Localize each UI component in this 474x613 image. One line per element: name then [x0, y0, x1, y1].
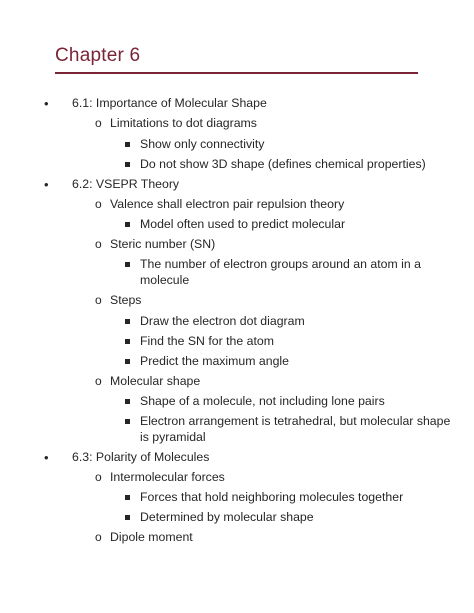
bullet-circle-icon: o — [95, 470, 102, 484]
outline-item: Valence shall electron pair repulsion theory — [110, 197, 345, 211]
chapter-title: Chapter 6 — [55, 45, 141, 66]
outline-item: 6.2: VSEPR Theory — [72, 177, 180, 191]
bullet-square-icon — [125, 157, 130, 173]
bullet-square-icon — [125, 394, 130, 410]
bullet-circle-icon: o — [95, 237, 102, 251]
outline-item-continuation: molecule — [140, 273, 190, 287]
bullet-circle-icon: o — [95, 530, 102, 544]
bullet-square-icon — [125, 314, 130, 330]
outline-item: Shape of a molecule, not including lone pairs — [140, 394, 385, 408]
bullet-square-icon — [125, 510, 130, 526]
bullet-disc-icon: • — [44, 177, 49, 192]
bullet-square-icon — [125, 217, 130, 233]
outline-item: Determined by molecular shape — [140, 510, 314, 524]
outline-item: Steps — [110, 293, 142, 307]
bullet-square-icon — [125, 334, 130, 350]
outline-item: Intermolecular forces — [110, 470, 225, 484]
outline-item: Predict the maximum angle — [140, 354, 289, 368]
outline-item: 6.1: Importance of Molecular Shape — [72, 96, 267, 110]
outline-item: 6.3: Polarity of Molecules — [72, 450, 210, 464]
outline-item: Forces that hold neighboring molecules together — [140, 490, 404, 504]
outline-item: Steric number (SN) — [110, 237, 216, 251]
bullet-disc-icon: • — [44, 450, 49, 465]
outline-item: Molecular shape — [110, 374, 201, 388]
outline-item: Draw the electron dot diagram — [140, 314, 305, 328]
bullet-square-icon — [125, 257, 130, 273]
outline-item: Show only connectivity — [140, 137, 265, 151]
outline-item: The number of electron groups around an atom in a — [140, 257, 421, 271]
bullet-square-icon — [125, 137, 130, 153]
bullet-circle-icon: o — [95, 374, 102, 388]
outline-item: Find the SN for the atom — [140, 334, 274, 348]
bullet-disc-icon: • — [44, 96, 49, 111]
bullet-square-icon — [125, 414, 130, 430]
outline-item: Limitations to dot diagrams — [110, 116, 257, 130]
bullet-square-icon — [125, 490, 130, 506]
outline-item: Electron arrangement is tetrahedral, but molecular shape — [140, 414, 451, 428]
bullet-circle-icon: o — [95, 293, 102, 307]
bullet-circle-icon: o — [95, 116, 102, 130]
bullet-circle-icon: o — [95, 197, 102, 211]
title-underline — [55, 72, 418, 74]
outline-item: Model often used to predict molecular — [140, 217, 346, 231]
outline-item-continuation: is pyramidal — [140, 430, 206, 444]
outline-item: Dipole moment — [110, 530, 193, 544]
bullet-square-icon — [125, 354, 130, 370]
outline-item: Do not show 3D shape (defines chemical properties) — [140, 157, 426, 171]
